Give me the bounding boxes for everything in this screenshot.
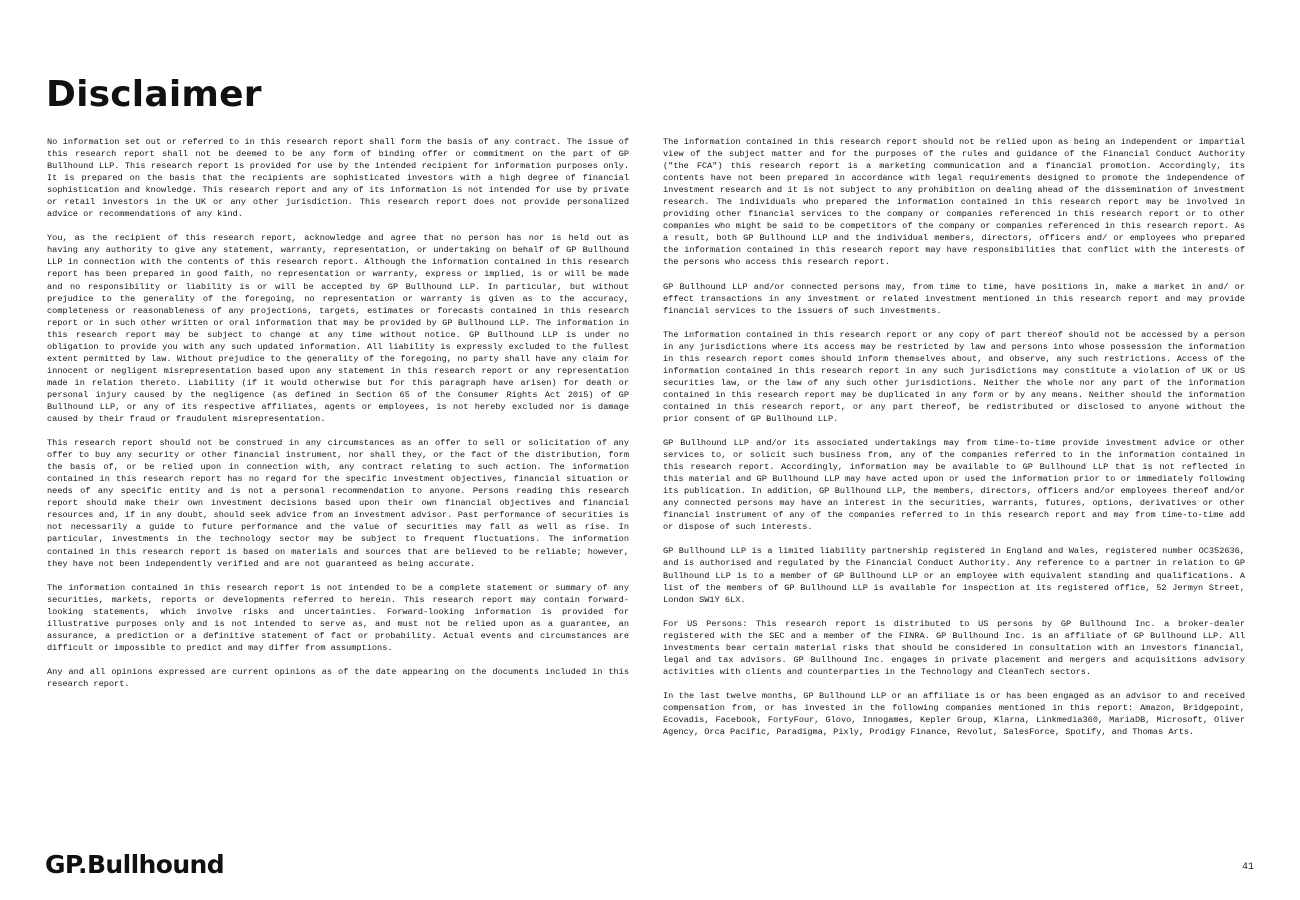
left-paragraph-1: No information set out or referred to in this research report shall form the basis of any contract. The issue of this research report shall not be deemed to be any form of binding offer or commitment on the part of GP Bullhound LLP. This research report is provided for use by the intended recipient for information purposes only. It is prepared on the basis that the recipients are sophisticated investors with a high degree of financial sophistication and knowledge. This research report and any of its information is not intended for use by private or retail investors in the UK or any other jurisdiction. This research report does not provide personalized advice or recommendations of any kind. (47, 137, 629, 220)
page-number: 41 (1241, 862, 1254, 873)
right-paragraph-2: GP Bullhound LLP and/or connected persons may, from time to time, have positions in, make a market in and/ or effect transactions in any investment or related investment mentioned in this research report and may provide financial services to the issuers of such investments. (663, 281, 1245, 316)
right-paragraph-1: The information contained in this research report should not be relied upon as being an independent or impartial view of the subject matter and for the purposes of the rules and guidance of the Financial Conduct Authority ("the FCA") this research report is a marketing communication and a financial promotion. Accordingly, its contents have not been prepared in accordance with legal requirements designed to promote the independence of investment research and it is not subject to any prohibition on dealing ahead of the dissemination of investment research. The individuals who prepared the information contained in this research report may be involved in providing other financial services to the company or companies referenced in this research report or to other companies who might be said to be competitors of the company or companies referenced in this research report. As a result, both GP Bullhound LLP and the individual members, directors, officers and/ or employees who prepared the information contained in this research report may have responsibilities that conflict with the interests of the persons who access this research report. (663, 137, 1245, 268)
right-paragraph-3: The information contained in this research report or any copy of part thereof should not be accessed by a person in any jurisdictions where its access may be restricted by law and persons into whose possession the information in this research report comes should inform themselves about, and observe, any such restrictions. Access of the information contained in this research report in any such jurisdictions may constitute a violation of UK or US securities law, or the law of any such other jurisdictions. Neither the whole nor any part of the information contained in this research report may be duplicated in any form or by any means. Neither should the information contained in this research report, or any part thereof, be redistributed or disclosed to anyone without the prior consent of GP Bullhound LLP. (663, 329, 1245, 424)
left-paragraph-5: Any and all opinions expressed are current opinions as of the date appearing on the documents included in this research report. (47, 666, 629, 689)
left-paragraph-3: This research report should not be construed in any circumstances as an offer to sell or solicitation of any offer to buy any security or other financial instrument, nor shall they, or the fact of the distribution, form the basis of, or be relied upon in connection with, any contract relating to such action. The information contained in this research report has no regard for the specific investment objectives, financial situation or needs of any specific entity and is not a personal recommendation to anyone. Persons reading this research report should make their own investment decisions based upon their own financial objectives and financial resources and, if in any doubt, should seek advice from an investment advisor. Past performance of securities is not necessarily a guide to future performance and the value of securities may fall as well as rise. In particular, investments in the technology sector may be subject to frequent fluctuations. The information contained in this research report is based on materials and sources that are believed to be reliable; however, they have not been independently verified and are not guaranteed as being accurate. (47, 438, 629, 569)
page-title: Disclaimer (46, 74, 262, 115)
right-paragraph-4: GP Bullhound LLP and/or its associated undertakings may from time-to-time provide investment advice or other services to, or solicit such business from, any of the companies referred to in the information contained in this research report. Accordingly, information may be available to GP Bullhound LLP that is not reflected in this material and GP Bullhound LLP may have acted upon or used the information prior to or immediately following its publication. In addition, GP Bullhound LLP, the members, directors, officers and/or employees thereof and/or any connected persons may have an interest in the securities, warrants, futures, options, derivatives or other financial instrument of any of the companies referred to in this research report and may from time-to-time add or dispose of such interests. (663, 438, 1245, 533)
right-paragraph-7: In the last twelve months, GP Bullhound LLP or an affiliate is or has been engaged as an advisor to and received compensation from, or has invested in the following companies mentioned in this report: Amazon, Bridgepoint, Ecovadis, Facebook, FortyFour, Glovo, Innogames, Kepler Group, Klarna, Linkmedia360, MariaDB, Microsoft, Oliver Agency, Orca Pacific, Paradigma, Pixly, Prodigy Finance, Revolut, SalesForce, Spotify, and Thomas Arts. (663, 690, 1245, 738)
gp-bullhound-logo: GP.Bullhound (45, 850, 225, 879)
left-paragraph-2: You, as the recipient of this research report, acknowledge and agree that no person has nor is held out as having any authority to give any statement, warranty, representation, or undertaking on behalf of GP Bullhound LLP in connection with the contents of this research report. Although the information contained in this research report has been prepared in good faith, no representation or warranty, express or implied, is or will be made and no responsibility or liability is or will be accepted by GP Bullhound LLP. In particular, but without prejudice to the generality of the foregoing, no representation or warranty is given as to the accuracy, completeness or reasonableness of any projections, targets, estimates or forecasts contained in this research report or in such other written or oral information that may be provided by GP Bullhound LLP. The information in this research report may be subject to change at any time without notice. GP Bullhound LLP is under no obligation to provide you with any such updated information. All liability is expressly excluded to the fullest extent permitted by law. Without prejudice to the generality of the foregoing, no party shall have any claim for innocent or negligent misrepresentation based upon any statement in this research report or any representation made in relation thereto. Liability (if it would otherwise but for this paragraph have arisen) for death or personal injury caused by the negligence (as defined in Section 65 of the Consumer Rights Act 2015) of GP Bullhound LLP, or any of its respective affiliates, agents or employees, is not hereby excluded nor is damage caused by their fraud or fraudulent misrepresentation. (47, 233, 629, 425)
right-column (663, 136, 1245, 750)
left-paragraph-4: The information contained in this research report is not intended to be a complete statement or summary of any securities, markets, reports or developments referred to herein. This research report may contain forward-looking statements, which involve risks and uncertainties. Forward-looking information is provided for illustrative purposes only and is not intended to serve as, and must not be relied upon as a guarantee, an assurance, a prediction or a definitive statement of fact or probability. Actual events and circumstances are difficult or impossible to predict and may differ from assumptions. (47, 582, 629, 653)
left-column (47, 136, 629, 702)
right-paragraph-5: GP Bullhound LLP is a limited liability partnership registered in England and Wales, registered number OC352636, and is authorised and regulated by the Financial Conduct Authority. Any reference to a partner in relation to GP Bullhound LLP is to a member of GP Bullhound LLP or an employee with equivalent standing and qualifications. A list of the members of GP Bullhound LLP is available for inspection at its registered office, 52 Jermyn Street, London SW1Y 6LX. (663, 546, 1245, 605)
right-paragraph-6: For US Persons: This research report is distributed to US persons by GP Bullhound Inc. a broker-dealer registered with the SEC and a member of the FINRA. GP Bullhound Inc. is an affiliate of GP Bullhound LLP. All investments bear certain material risks that should be considered in consultation with an investors financial, legal and tax advisors. GP Bullhound Inc. engages in private placement and mergers and acquisitions advisory activities with clients and counterparties in the Technology and CleanTech sectors. (663, 618, 1245, 677)
